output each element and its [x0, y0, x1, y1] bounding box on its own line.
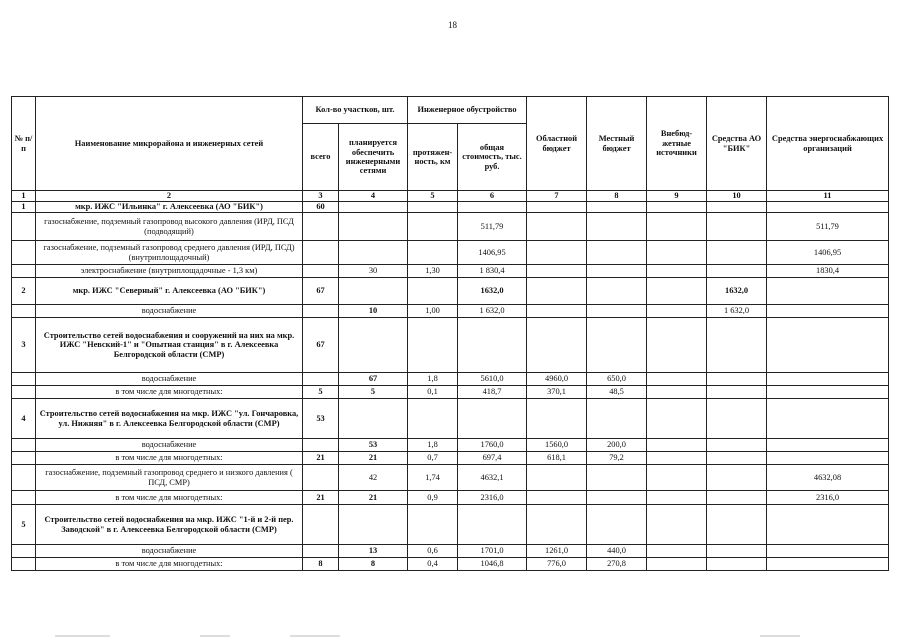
row-energy [767, 439, 889, 452]
row-cost [458, 399, 527, 439]
row-total [303, 213, 339, 241]
col-number: 3 [303, 191, 339, 202]
col-number: 7 [527, 191, 587, 202]
row-regional [527, 505, 587, 545]
row-length: 0,6 [408, 545, 458, 558]
row-total [303, 439, 339, 452]
row-num: 3 [12, 318, 36, 373]
row-length: 1,74 [408, 465, 458, 491]
row-num [12, 305, 36, 318]
row-length [408, 213, 458, 241]
section-row [12, 202, 889, 213]
header-length: протяжен-ность, км [408, 124, 458, 191]
row-bik [707, 318, 767, 373]
table-row [12, 491, 889, 505]
header-num: № п/п [12, 97, 36, 191]
row-regional [527, 305, 587, 318]
row-local: 270,8 [587, 558, 647, 571]
row-name: водоснабжение [36, 305, 303, 318]
col-number: 8 [587, 191, 647, 202]
section-row [12, 505, 889, 545]
header-bik: Средства АО "БИК" [707, 97, 767, 191]
row-energy: 4632,08 [767, 465, 889, 491]
header-infra-group: Инженерное обустройство [408, 97, 527, 124]
row-extra [647, 399, 707, 439]
row-planned [339, 213, 408, 241]
row-cost: 418,7 [458, 386, 527, 399]
row-planned [339, 241, 408, 265]
row-name: газоснабжение, подземный газопровод среднего давления (ИРД, ПСД) (внутриплощадочный) [36, 241, 303, 265]
row-total [303, 545, 339, 558]
row-total [303, 265, 339, 278]
row-num [12, 439, 36, 452]
header-regional: Областной бюджет [527, 97, 587, 191]
row-regional: 370,1 [527, 386, 587, 399]
row-regional [527, 202, 587, 213]
row-cost: 4632,1 [458, 465, 527, 491]
row-num [12, 373, 36, 386]
row-local [587, 399, 647, 439]
row-energy [767, 505, 889, 545]
row-local: 440,0 [587, 545, 647, 558]
row-local [587, 202, 647, 213]
row-name: в том числе для многодетных: [36, 386, 303, 399]
row-energy [767, 278, 889, 305]
row-total: 21 [303, 491, 339, 505]
row-local: 650,0 [587, 373, 647, 386]
row-local [587, 305, 647, 318]
row-cost [458, 202, 527, 213]
row-energy [767, 373, 889, 386]
row-energy [767, 318, 889, 373]
row-total: 21 [303, 452, 339, 465]
row-local [587, 241, 647, 265]
row-bik: 1 632,0 [707, 305, 767, 318]
row-bik [707, 399, 767, 439]
row-length [408, 241, 458, 265]
row-bik [707, 202, 767, 213]
row-bik [707, 213, 767, 241]
row-cost: 1046,8 [458, 558, 527, 571]
row-bik [707, 241, 767, 265]
row-length: 1,00 [408, 305, 458, 318]
row-total [303, 505, 339, 545]
row-total [303, 465, 339, 491]
row-local [587, 265, 647, 278]
row-num [12, 491, 36, 505]
row-cost: 1 830,4 [458, 265, 527, 278]
row-num [12, 545, 36, 558]
row-energy: 1830,4 [767, 265, 889, 278]
table-row [12, 452, 889, 465]
row-planned [339, 505, 408, 545]
section-row [12, 278, 889, 305]
row-length: 1,30 [408, 265, 458, 278]
row-regional: 776,0 [527, 558, 587, 571]
row-total: 8 [303, 558, 339, 571]
table-row [12, 545, 889, 558]
row-local [587, 491, 647, 505]
row-regional: 618,1 [527, 452, 587, 465]
row-length [408, 278, 458, 305]
header-extra: Внебюд-жетные источники [647, 97, 707, 191]
row-cost: 697,4 [458, 452, 527, 465]
row-name: Строительство сетей водоснабжения на мкр. ИЖС "ул. Гончаровка, ул. Нижняя" в г. Алексеевка Белгородской области (СМР) [36, 399, 303, 439]
row-extra [647, 318, 707, 373]
row-num: 4 [12, 399, 36, 439]
row-extra [647, 305, 707, 318]
row-planned: 13 [339, 545, 408, 558]
row-length: 1,8 [408, 439, 458, 452]
row-extra [647, 373, 707, 386]
row-name: в том числе для многодетных: [36, 491, 303, 505]
row-energy [767, 202, 889, 213]
row-name: электроснабжение (внутриплощадочные - 1,3 км) [36, 265, 303, 278]
row-extra [647, 545, 707, 558]
row-cost: 511,79 [458, 213, 527, 241]
row-regional: 4960,0 [527, 373, 587, 386]
row-bik [707, 491, 767, 505]
row-cost: 1760,0 [458, 439, 527, 452]
row-name: в том числе для многодетных: [36, 558, 303, 571]
row-regional [527, 399, 587, 439]
col-number: 5 [408, 191, 458, 202]
row-bik [707, 545, 767, 558]
row-extra [647, 241, 707, 265]
row-cost: 5610,0 [458, 373, 527, 386]
table-row [12, 305, 889, 318]
row-regional: 1560,0 [527, 439, 587, 452]
row-extra [647, 452, 707, 465]
row-num: 5 [12, 505, 36, 545]
row-total: 67 [303, 318, 339, 373]
row-planned: 8 [339, 558, 408, 571]
row-num [12, 265, 36, 278]
row-cost: 1406,95 [458, 241, 527, 265]
row-energy [767, 386, 889, 399]
row-length: 0,7 [408, 452, 458, 465]
table-row [12, 241, 889, 265]
row-regional: 1261,0 [527, 545, 587, 558]
table-row [12, 465, 889, 491]
row-energy: 1406,95 [767, 241, 889, 265]
row-cost: 2316,0 [458, 491, 527, 505]
row-bik [707, 386, 767, 399]
row-extra [647, 278, 707, 305]
row-regional [527, 318, 587, 373]
row-total [303, 241, 339, 265]
row-total: 67 [303, 278, 339, 305]
row-num [12, 386, 36, 399]
row-cost: 1632,0 [458, 278, 527, 305]
row-total: 5 [303, 386, 339, 399]
row-total: 53 [303, 399, 339, 439]
row-total: 60 [303, 202, 339, 213]
row-length: 0,1 [408, 386, 458, 399]
row-cost [458, 505, 527, 545]
table-row [12, 558, 889, 571]
row-planned: 42 [339, 465, 408, 491]
row-planned: 53 [339, 439, 408, 452]
row-extra [647, 505, 707, 545]
col-number: 10 [707, 191, 767, 202]
row-local [587, 213, 647, 241]
row-planned: 67 [339, 373, 408, 386]
header-row-1 [12, 97, 889, 124]
row-cost: 1 632,0 [458, 305, 527, 318]
row-energy: 2316,0 [767, 491, 889, 505]
header-local: Местный бюджет [587, 97, 647, 191]
col-number: 4 [339, 191, 408, 202]
table-row [12, 373, 889, 386]
header-name: Наименование микрорайона и инженерных сетей [36, 97, 303, 191]
row-regional [527, 241, 587, 265]
row-num [12, 213, 36, 241]
row-planned [339, 318, 408, 373]
row-regional [527, 265, 587, 278]
page-number: 18 [448, 20, 457, 30]
row-planned: 21 [339, 452, 408, 465]
row-planned: 10 [339, 305, 408, 318]
row-length [408, 202, 458, 213]
row-bik [707, 452, 767, 465]
row-planned [339, 399, 408, 439]
row-num: 1 [12, 202, 36, 213]
row-extra [647, 213, 707, 241]
row-num [12, 241, 36, 265]
row-energy [767, 305, 889, 318]
row-extra [647, 558, 707, 571]
col-number: 1 [12, 191, 36, 202]
row-name: водоснабжение [36, 545, 303, 558]
row-planned: 30 [339, 265, 408, 278]
header-plots-group: Кол-во участков, шт. [303, 97, 408, 124]
row-total [303, 305, 339, 318]
row-name: в том числе для многодетных: [36, 452, 303, 465]
row-length [408, 505, 458, 545]
row-cost [458, 318, 527, 373]
row-length [408, 318, 458, 373]
row-local [587, 465, 647, 491]
row-planned [339, 202, 408, 213]
row-energy [767, 545, 889, 558]
header-energy: Средства энергоснабжающих организаций [767, 97, 889, 191]
table-row [12, 386, 889, 399]
row-extra [647, 465, 707, 491]
row-regional [527, 213, 587, 241]
row-local: 79,2 [587, 452, 647, 465]
col-number: 9 [647, 191, 707, 202]
row-cost: 1701,0 [458, 545, 527, 558]
row-planned: 21 [339, 491, 408, 505]
row-extra [647, 202, 707, 213]
row-bik [707, 558, 767, 571]
row-num [12, 558, 36, 571]
row-bik [707, 505, 767, 545]
row-extra [647, 439, 707, 452]
row-planned: 5 [339, 386, 408, 399]
row-local: 48,5 [587, 386, 647, 399]
header-cost: общая стоимость, тыс. руб. [458, 124, 527, 191]
row-name: Строительство сетей водоснабжения и сооружений на них на мкр. ИЖС "Невский-1" и "Опытная станция" в г. Алексеевка Белгородской области (СМР) [36, 318, 303, 373]
table-row [12, 213, 889, 241]
header-total: всего [303, 124, 339, 191]
row-num [12, 465, 36, 491]
row-local [587, 505, 647, 545]
row-regional [527, 278, 587, 305]
row-regional [527, 491, 587, 505]
row-name: водоснабжение [36, 373, 303, 386]
row-name: мкр. ИЖС "Северный" г. Алексеевка (АО "БИК") [36, 278, 303, 305]
row-energy [767, 558, 889, 571]
section-row [12, 318, 889, 373]
row-length: 0,4 [408, 558, 458, 571]
engineering-networks-table [11, 96, 889, 571]
row-name: газоснабжение, подземный газопровод высокого давления (ИРД, ПСД (подводящий) [36, 213, 303, 241]
row-energy [767, 399, 889, 439]
row-num: 2 [12, 278, 36, 305]
row-extra [647, 491, 707, 505]
row-length [408, 399, 458, 439]
column-numbers-row [12, 191, 889, 202]
row-local [587, 278, 647, 305]
row-name: мкр. ИЖС "Ильинка" г. Алексеевка (АО "БИК") [36, 202, 303, 213]
row-energy [767, 452, 889, 465]
col-number: 6 [458, 191, 527, 202]
row-bik [707, 373, 767, 386]
row-bik [707, 265, 767, 278]
row-total [303, 373, 339, 386]
row-num [12, 452, 36, 465]
row-name: водоснабжение [36, 439, 303, 452]
row-regional [527, 465, 587, 491]
scan-edge-marks [0, 630, 905, 640]
row-bik [707, 465, 767, 491]
header-planned: планируется обеспечить инженерными сетями [339, 124, 408, 191]
row-planned [339, 278, 408, 305]
row-bik [707, 439, 767, 452]
row-length: 0,9 [408, 491, 458, 505]
row-extra [647, 265, 707, 278]
section-row [12, 399, 889, 439]
row-name: газоснабжение, подземный газопровод среднего и низкого давления ( ПСД, СМР) [36, 465, 303, 491]
table-row [12, 439, 889, 452]
row-energy: 511,79 [767, 213, 889, 241]
row-local [587, 318, 647, 373]
table-row [12, 265, 889, 278]
row-extra [647, 386, 707, 399]
row-bik: 1632,0 [707, 278, 767, 305]
row-name: Строительство сетей водоснабжения на мкр. ИЖС "1-й и 2-й пер. Заводской" в г. Алексеевка Белгородской области (СМР) [36, 505, 303, 545]
col-number: 2 [36, 191, 303, 202]
col-number: 11 [767, 191, 889, 202]
row-length: 1,8 [408, 373, 458, 386]
row-local: 200,0 [587, 439, 647, 452]
